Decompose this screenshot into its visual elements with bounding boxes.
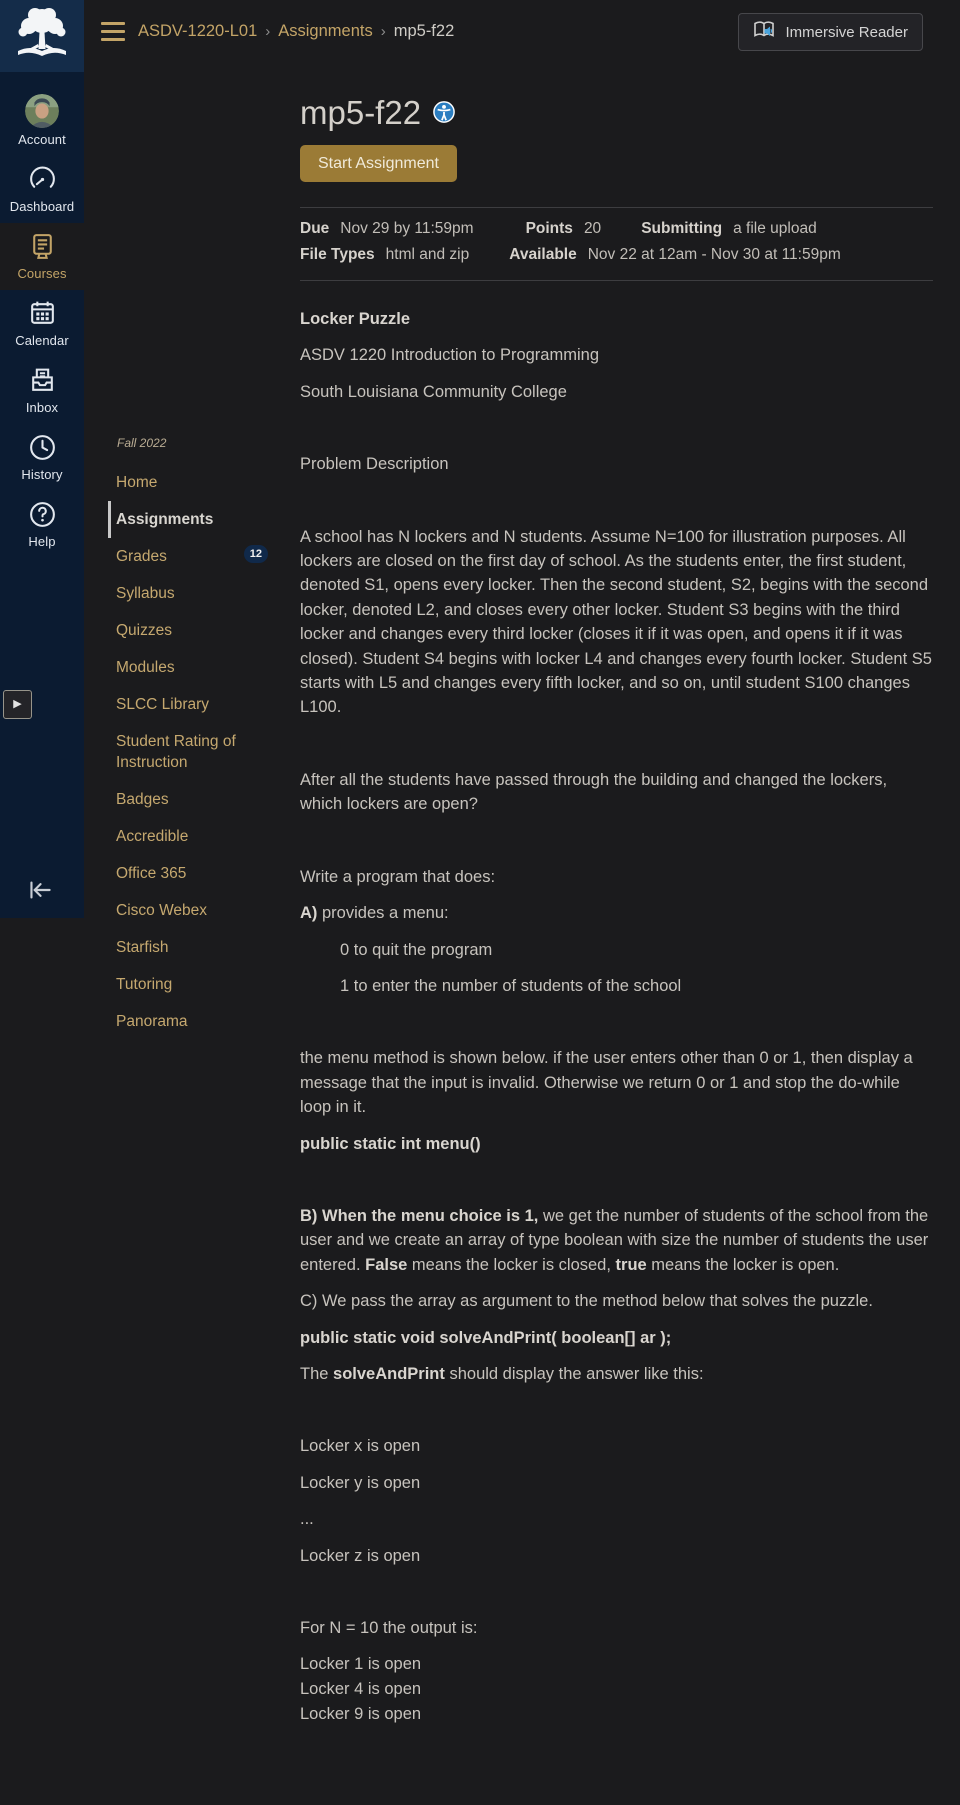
submitting-label: Submitting bbox=[641, 220, 723, 237]
global-nav-courses[interactable] bbox=[0, 223, 84, 290]
start-assignment-button[interactable]: Start Assignment bbox=[300, 145, 457, 182]
global-nav-inbox-label: Inbox bbox=[25, 400, 59, 415]
global-nav-dashboard[interactable] bbox=[0, 156, 84, 223]
inbox-tray-icon bbox=[27, 365, 58, 396]
term-label: Fall 2022 bbox=[117, 436, 167, 450]
global-nav-dashboard-label: Dashboard bbox=[9, 199, 75, 214]
school-logo[interactable] bbox=[0, 0, 84, 72]
immersive-reader-button[interactable] bbox=[738, 13, 923, 51]
global-nav-help[interactable] bbox=[0, 491, 84, 558]
sample-output-lines bbox=[300, 1652, 933, 1727]
course-nav-accredible[interactable]: Accredible bbox=[116, 828, 189, 845]
global-nav-account-label: Account bbox=[18, 132, 66, 147]
problem-paragraph: A school has N lockers and N students. Assume N=100 for illustration purposes. All lockers are closed on the first day of school. As the students enter, the first student, denoted S1, opens every locker. Then the second student, S2, begins with the second locker, denoted L2, and closes every other locker. Student S3 begins with the third locker and changes every third locker (closes it if it was open, and opens it if it was closed). Student S4 begins with locker L4 and changes every fourth locker. Student S5 starts with L5 and changes every fifth locker, and so on, until student S100 changes L100. bbox=[300, 527, 932, 717]
course-navigation bbox=[108, 436, 270, 1040]
menu-requirement-line bbox=[300, 901, 933, 925]
accessibility-icon[interactable] bbox=[433, 101, 455, 130]
solveandprint-keyword: solveAndPrint bbox=[333, 1364, 445, 1383]
available-value: Nov 22 at 12am - Nov 30 at 11:59pm bbox=[587, 246, 841, 263]
problem-description-heading: Problem Description bbox=[300, 455, 449, 474]
question-paragraph: After all the students have passed through the building and changed the lockers, which lockers are open? bbox=[300, 770, 888, 814]
file-types-value: html and zip bbox=[385, 246, 470, 263]
item-a-text: provides a menu: bbox=[317, 904, 449, 923]
breadcrumb bbox=[138, 22, 454, 41]
solve-method-signature: public static void solveAndPrint( boolean[] ar ); bbox=[300, 1328, 672, 1347]
global-nav-account[interactable] bbox=[0, 86, 84, 156]
hamburger-menu-icon[interactable] bbox=[101, 22, 125, 41]
breadcrumb-assignments[interactable]: Assignments bbox=[278, 21, 373, 40]
course-nav-office-365[interactable]: Office 365 bbox=[116, 865, 187, 882]
global-nav-calendar[interactable] bbox=[0, 290, 84, 357]
course-nav-assignments[interactable]: Assignments bbox=[108, 501, 270, 538]
menu-method-paragraph: the menu method is shown below. if the user enters other than 0 or 1, then display a message that the input is invalid. Otherwise we return 0 or 1 and stop the do-while loop in it. bbox=[300, 1049, 913, 1117]
item-b-text-1: we get the number of students of the school from the user and we create an array of type boolean with size the number of students the user entered. bbox=[300, 1206, 929, 1274]
file-types-label: File Types bbox=[300, 246, 375, 263]
item-c-paragraph: C) We pass the array as argument to the method below that solves the puzzle. bbox=[300, 1292, 873, 1311]
global-nav-help-label: Help bbox=[28, 534, 56, 549]
breadcrumb-current-page: mp5-f22 bbox=[393, 21, 455, 40]
due-value: Nov 29 by 11:59pm bbox=[340, 220, 474, 237]
global-nav-inbox[interactable] bbox=[0, 357, 84, 424]
course-nav-panorama[interactable]: Panorama bbox=[116, 1013, 188, 1030]
immersive-reader-book-icon bbox=[753, 20, 776, 44]
course-nav-starfish[interactable]: Starfish bbox=[116, 939, 169, 956]
for-n-line: For N = 10 the output is: bbox=[300, 1619, 478, 1637]
solve-line-prefix: The bbox=[300, 1364, 334, 1383]
course-nav-cisco-webex[interactable]: Cisco Webex bbox=[116, 902, 208, 919]
oak-tree-book-logo-icon bbox=[11, 4, 73, 69]
due-label: Due bbox=[300, 220, 330, 237]
item-a-label: A) bbox=[300, 904, 318, 923]
menu-option-0: 0 to quit the program bbox=[340, 940, 493, 959]
available-label: Available bbox=[509, 246, 577, 263]
item-b-text-3: means the locker is open. bbox=[646, 1255, 840, 1274]
course-nav-quizzes[interactable]: Quizzes bbox=[116, 622, 172, 639]
solve-display-line bbox=[300, 1362, 933, 1386]
user-avatar bbox=[25, 94, 59, 128]
course-nav-modules[interactable]: Modules bbox=[116, 659, 175, 676]
course-nav-slcc-library[interactable]: SLCC Library bbox=[116, 696, 210, 713]
course-nav-list bbox=[108, 464, 270, 1040]
ellipsis-line: ... bbox=[300, 1510, 314, 1529]
course-nav-grades-label: Grades bbox=[116, 548, 167, 565]
menu-method-signature: public static int menu() bbox=[300, 1134, 481, 1153]
true-keyword: true bbox=[615, 1255, 647, 1274]
assignment-description bbox=[300, 307, 933, 1727]
global-nav-courses-label: Courses bbox=[17, 266, 67, 281]
menu-option-1: 1 to enter the number of students of the school bbox=[340, 976, 682, 995]
top-bar bbox=[84, 0, 960, 62]
assignment-details bbox=[300, 208, 933, 280]
collapse-to-start-icon[interactable] bbox=[24, 874, 56, 906]
locker-z-line: Locker z is open bbox=[300, 1546, 421, 1565]
breadcrumb-separator: › bbox=[265, 22, 271, 40]
output-line-3: Locker 9 is open bbox=[300, 1705, 422, 1724]
course-nav-badges[interactable]: Badges bbox=[116, 791, 169, 808]
grades-count-badge: 12 bbox=[244, 545, 268, 563]
assignment-title: mp5-f22 bbox=[300, 94, 422, 131]
global-nav-history-label: History bbox=[21, 467, 63, 482]
global-nav-list bbox=[0, 86, 84, 558]
course-nav-syllabus[interactable]: Syllabus bbox=[116, 585, 175, 602]
course-nav-tutoring[interactable]: Tutoring bbox=[116, 976, 173, 993]
write-program-line: Write a program that does: bbox=[300, 867, 496, 886]
breadcrumb-separator: › bbox=[380, 22, 386, 40]
course-line: ASDV 1220 Introduction to Programming bbox=[300, 346, 599, 365]
solve-line-suffix: should display the answer like this: bbox=[444, 1364, 704, 1383]
question-circle-icon bbox=[27, 499, 58, 530]
global-nav-calendar-label: Calendar bbox=[15, 333, 69, 348]
assignment-content bbox=[300, 95, 933, 1727]
output-line-2: Locker 4 is open bbox=[300, 1680, 422, 1699]
global-nav-history[interactable] bbox=[0, 424, 84, 491]
puzzle-heading: Locker Puzzle bbox=[300, 310, 411, 328]
course-nav-grades[interactable] bbox=[108, 538, 270, 575]
locker-x-line: Locker x is open bbox=[300, 1437, 421, 1456]
item-b-label: B) When the menu choice is 1, bbox=[300, 1206, 539, 1225]
calendar-icon bbox=[27, 298, 58, 329]
course-nav-student-rating[interactable]: Student Rating of Instruction bbox=[116, 733, 236, 771]
points-value: 20 bbox=[583, 220, 602, 237]
clock-icon bbox=[27, 432, 58, 463]
expand-handle-button[interactable]: ▶ bbox=[3, 690, 32, 719]
points-label: Points bbox=[525, 220, 573, 237]
false-keyword: False bbox=[365, 1255, 408, 1274]
gauge-icon bbox=[27, 164, 58, 195]
divider bbox=[300, 280, 933, 281]
item-b-text-2: means the locker is closed, bbox=[407, 1255, 616, 1274]
global-navigation bbox=[0, 0, 84, 918]
submitting-value: a file upload bbox=[733, 220, 817, 237]
locker-y-line: Locker y is open bbox=[300, 1473, 421, 1492]
item-b-paragraph bbox=[300, 1204, 933, 1277]
course-nav-home[interactable]: Home bbox=[116, 474, 158, 491]
output-line-1: Locker 1 is open bbox=[300, 1655, 422, 1674]
breadcrumb-course[interactable]: ASDV-1220-L01 bbox=[138, 21, 258, 40]
immersive-reader-label: Immersive Reader bbox=[785, 23, 908, 41]
courses-document-icon bbox=[27, 231, 58, 262]
school-line: South Louisiana Community College bbox=[300, 382, 567, 401]
